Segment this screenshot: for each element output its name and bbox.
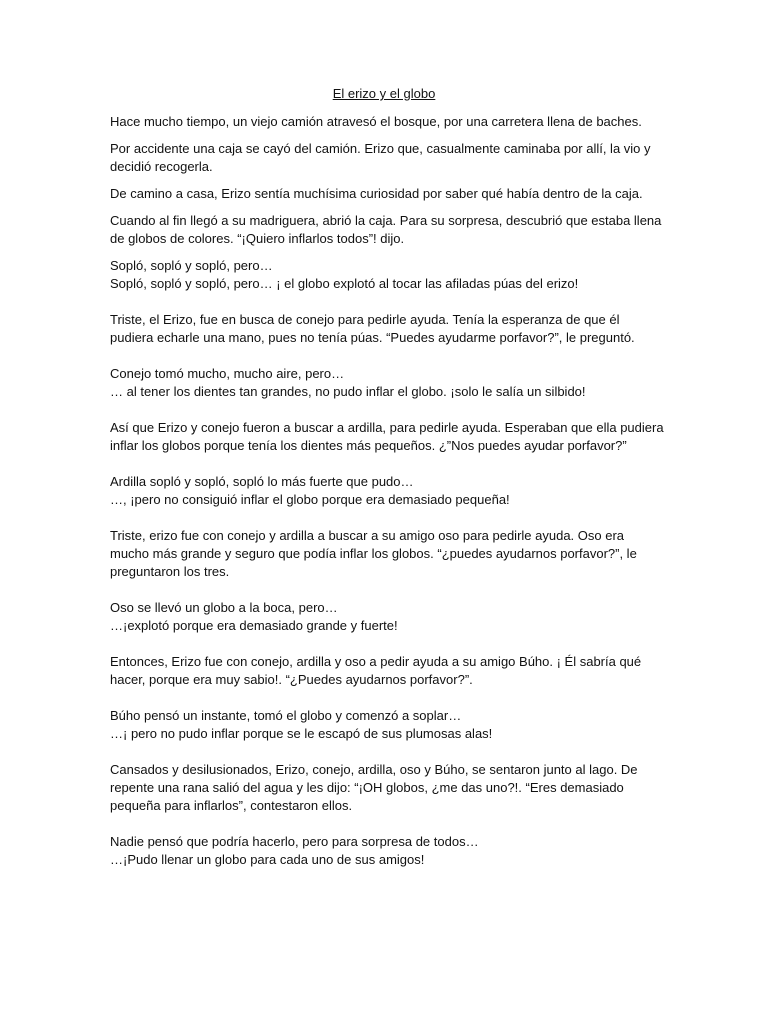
paragraph-line: de globos de colores. “¡Quiero inflarlos todos”! dijo.	[110, 231, 405, 246]
story-paragraph	[110, 527, 658, 581]
paragraph-line: …¡Pudo llenar un globo para cada uno de sus amigos!	[110, 852, 425, 867]
paragraph-line: Por accidente una caja se cayó del camión. Erizo que, casualmente caminaba por allí, la vio y	[110, 141, 651, 156]
paragraph-line: Conejo tomó mucho, mucho aire, pero…	[110, 366, 345, 381]
paragraph-line: De camino a casa, Erizo sentía muchísima curiosidad por saber qué había dentro de la caja.	[110, 186, 643, 201]
story-paragraph	[110, 257, 658, 293]
paragraph-line: Oso se llevó un globo a la boca, pero…	[110, 600, 338, 615]
story-body	[110, 113, 664, 869]
story-paragraph	[110, 365, 658, 401]
paragraph-line: Triste, erizo fue con conejo y ardilla a buscar a su amigo oso para pedirle ayuda. Oso era	[110, 528, 625, 543]
document-title: El erizo y el globo	[332, 86, 436, 101]
paragraph-line: Ardilla sopló y sopló, sopló lo más fuerte que pudo…	[110, 474, 414, 489]
story-paragraph	[110, 419, 664, 455]
paragraph-line: …¡ pero no pudo inflar porque se le escapó de sus plumosas alas!	[110, 726, 493, 741]
story-paragraph	[110, 833, 658, 869]
story-paragraph	[110, 140, 658, 176]
paragraph-line: Triste, el Erizo, fue en busca de conejo para pedirle ayuda. Tenía la esperanza de que él	[110, 312, 620, 327]
paragraph-line: Así que Erizo y conejo fueron a buscar a ardilla, para pedirle ayuda. Esperaban que ella pudiera	[110, 420, 664, 435]
story-paragraph	[110, 707, 658, 743]
paragraph-line: …, ¡pero no consiguió inflar el globo porque era demasiado pequeña!	[110, 492, 510, 507]
paragraph-line: Entonces, Erizo fue con conejo, ardilla y oso a pedir ayuda a su amigo Búho. ¡ Él sabría qué	[110, 654, 642, 669]
paragraph-line: pudiera echarle una mano, pues no tenía púas. “Puedes ayudarme porfavor?”, le preguntó.	[110, 330, 635, 345]
story-paragraph	[110, 761, 658, 815]
paragraph-line: Hace mucho tiempo, un viejo camión atravesó el bosque, por una carretera llena de baches.	[110, 114, 642, 129]
story-paragraph	[110, 212, 662, 248]
paragraph-line: Búho pensó un instante, tomó el globo y comenzó a soplar…	[110, 708, 462, 723]
paragraph-line: Nadie pensó que podría hacerlo, pero para sorpresa de todos…	[110, 834, 479, 849]
paragraph-line: pequeña para inflarlos”, contestaron ellos.	[110, 798, 353, 813]
paragraph-line: preguntaron los tres.	[110, 564, 230, 579]
paragraph-line: repente una rana salió del agua y les dijo: “¡OH globos, ¿me das uno?!. “Eres demasiado	[110, 780, 624, 795]
story-paragraph	[110, 113, 658, 131]
paragraph-line: …¡explotó porque era demasiado grande y fuerte!	[110, 618, 398, 633]
paragraph-line: Sopló, sopló y sopló, pero… ¡ el globo explotó al tocar las afiladas púas del erizo!	[110, 276, 579, 291]
story-paragraph	[110, 185, 658, 203]
story-paragraph	[110, 473, 658, 509]
paragraph-line: hacer, porque era muy sabio!. “¿Puedes ayudarnos porfavor?”.	[110, 672, 473, 687]
paragraph-line: Cansados y desilusionados, Erizo, conejo, ardilla, oso y Búho, se sentaron junto al lago. De	[110, 762, 638, 777]
paragraph-line: decidió recogerla.	[110, 159, 213, 174]
paragraph-line: inflar los globos porque tenía los dientes más pequeños. ¿”Nos puedes ayudar porfavor?”	[110, 438, 627, 453]
paragraph-line: … al tener los dientes tan grandes, no pudo inflar el globo. ¡solo le salía un silbido!	[110, 384, 586, 399]
paragraph-line: Cuando al fin llegó a su madriguera, abrió la caja. Para su sorpresa, descubrió que estaba llena	[110, 213, 662, 228]
paragraph-line: Sopló, sopló y sopló, pero…	[110, 258, 273, 273]
paragraph-line: mucho más grande y seguro que podía inflar los globos. “¿puedes ayudarnos porfavor?”, le	[110, 546, 637, 561]
story-paragraph	[110, 653, 658, 689]
story-paragraph	[110, 599, 658, 635]
story-paragraph	[110, 311, 658, 347]
